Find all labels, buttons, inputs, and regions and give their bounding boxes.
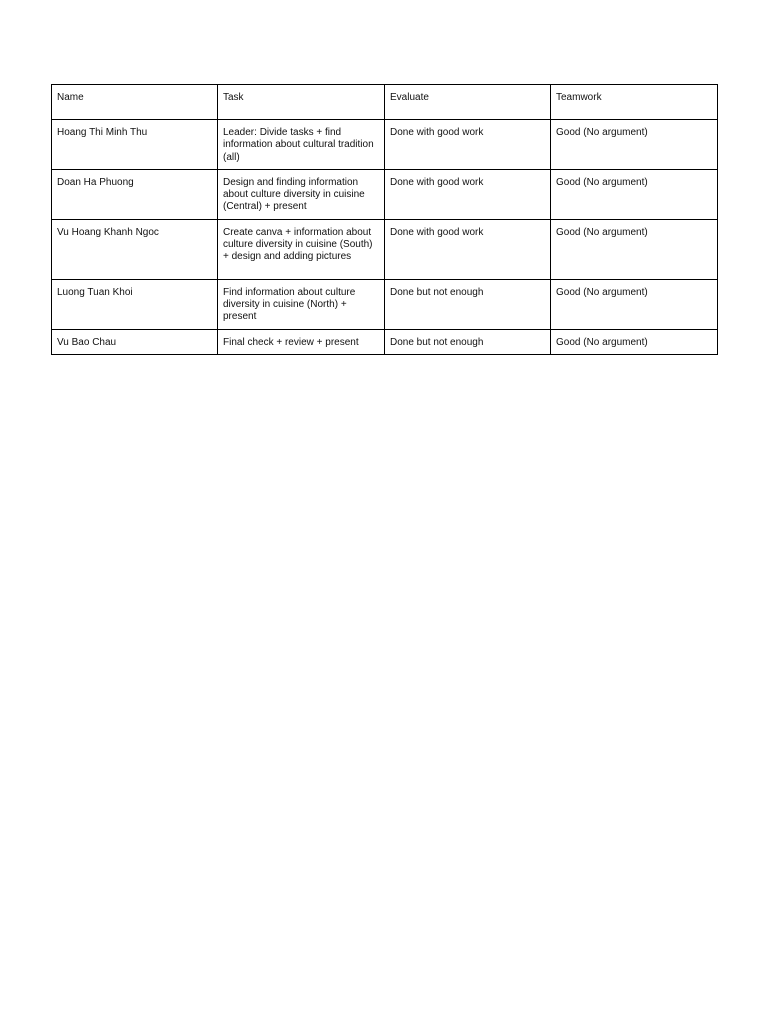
cell-teamwork: Good (No argument)	[551, 169, 718, 219]
cell-teamwork: Good (No argument)	[551, 120, 718, 170]
cell-task: Final check + review + present	[218, 329, 385, 354]
table-row	[52, 120, 718, 170]
cell-task: Find information about culture diversity in cuisine (North) + present	[218, 279, 385, 329]
evaluation-table	[51, 84, 718, 355]
header-evaluate: Evaluate	[385, 85, 551, 120]
table-row	[52, 219, 718, 279]
table-header-row	[52, 85, 718, 120]
cell-name: Luong Tuan Khoi	[52, 279, 218, 329]
table-row	[52, 169, 718, 219]
cell-teamwork: Good (No argument)	[551, 279, 718, 329]
table-row	[52, 329, 718, 354]
cell-teamwork: Good (No argument)	[551, 219, 718, 279]
cell-task: Create canva + information about culture diversity in cuisine (South) + design and adding pictures	[218, 219, 385, 279]
cell-name: Doan Ha Phuong	[52, 169, 218, 219]
cell-name: Hoang Thi Minh Thu	[52, 120, 218, 170]
cell-evaluate: Done with good work	[385, 169, 551, 219]
cell-evaluate: Done with good work	[385, 120, 551, 170]
table-row	[52, 279, 718, 329]
cell-evaluate: Done with good work	[385, 219, 551, 279]
header-teamwork: Teamwork	[551, 85, 718, 120]
cell-task: Leader: Divide tasks + find information about cultural tradition (all)	[218, 120, 385, 170]
header-name: Name	[52, 85, 218, 120]
cell-teamwork: Good (No argument)	[551, 329, 718, 354]
cell-evaluate: Done but not enough	[385, 329, 551, 354]
cell-evaluate: Done but not enough	[385, 279, 551, 329]
cell-task: Design and finding information about culture diversity in cuisine (Central) + present	[218, 169, 385, 219]
header-task: Task	[218, 85, 385, 120]
cell-name: Vu Bao Chau	[52, 329, 218, 354]
cell-name: Vu Hoang Khanh Ngoc	[52, 219, 218, 279]
